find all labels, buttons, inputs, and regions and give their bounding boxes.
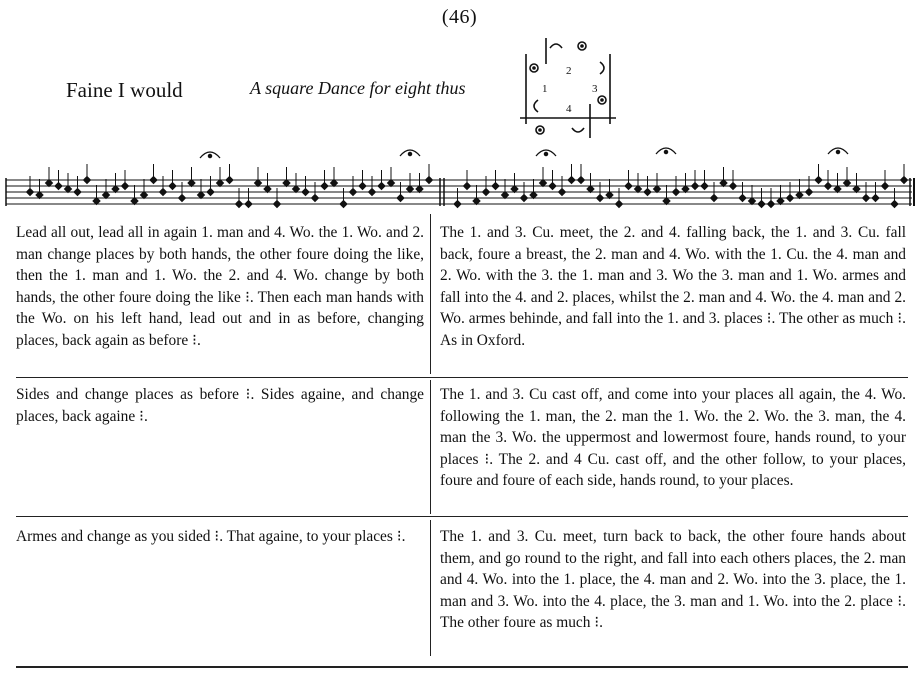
section-3-left: [16, 526, 424, 548]
column-divider-3: [430, 520, 431, 656]
diagram-position-3: 3: [592, 83, 598, 95]
section-rule-2: [16, 516, 908, 517]
diagram-position-4: 4: [566, 103, 572, 115]
section-3-right: [440, 526, 906, 634]
page-number: (46): [441, 6, 478, 28]
column-divider-2: [430, 380, 431, 514]
bottom-rule: [16, 666, 908, 668]
dance-title: Faine I would: [66, 78, 183, 102]
section-3: [0, 526, 919, 656]
section-1-right-text: The 1. and 3. Cu. meet, the 2. and 4. falling back, the 1. and 3. Cu. fall back, foure a breast, the 2. man and 4. Wo. with the 1. Cu. the 4. man and 2. Wo. with the 3. the 1. man and 3. Wo the 3. man and 1. Wo. armes and fall into the 4. and 2. places, whilst the 2. man and 4. Wo. the 4. man and 2. Wo. armes behinde, and fall into the 1. and 3. places ⁝. The other as much ⁝. As in Oxford.: [440, 224, 906, 349]
section-1: [0, 222, 919, 370]
dance-subtitle: A square Dance for eight thus: [250, 78, 466, 98]
section-1-left: [16, 222, 424, 351]
section-2-right-text: The 1. and 3. Cu cast off, and come into your places all again, the 4. Wo. following the 1. man, the 2. man the 1. Wo. the 2. Wo. the 3. man, the 4. man the 3. Wo. the uppermost and lowermost foure, hands round, to your places ⁝. The 2. and 4 Cu. cast off, and the other follow, to your places, foure and foure of each side, hands round, to your places.: [440, 386, 906, 489]
section-rule-1: [16, 377, 908, 378]
diagram-position-1: 1: [542, 83, 548, 95]
section-2-right: [440, 384, 906, 492]
section-1-left-text: Lead all out, lead all in again 1. man and 4. Wo. the 1. Wo. and 2. man change places by both hands, the other foure doing the like, then the 1. man and 1. Wo. the 2. and 4. Wo. change by both hands, the other foure doing the like ⁝. Then each man hands with the Wo. on his left hand, lead out and in as before, changing places, back again as before ⁝.: [16, 224, 424, 349]
music-staff: [0, 142, 919, 222]
column-divider-1: [430, 214, 431, 374]
section-2-left: [16, 384, 424, 427]
section-2: [0, 384, 919, 508]
formation-diagram: [518, 34, 618, 142]
section-2-left-text: Sides and change places as before ⁝. Sides againe, and change places, back againe ⁝.: [16, 386, 424, 425]
diagram-position-2: 2: [566, 65, 572, 77]
section-3-left-text: Armes and change as you sided ⁝. That againe, to your places ⁝.: [16, 528, 406, 545]
section-3-right-text: The 1. and 3. Cu. meet, turn back to back, the other foure hands about them, and go round to the right, and fall into each others places, the 2. man and 4. Wo. into the 1. place, the 4. man and 2. Wo. into the 3. place, the 1. man and 3. Wo. into the 4. place, the 3. man and 1. Wo. into the 2. place ⁝. The other foure as much ⁝.: [440, 528, 906, 631]
section-1-right: [440, 222, 906, 351]
